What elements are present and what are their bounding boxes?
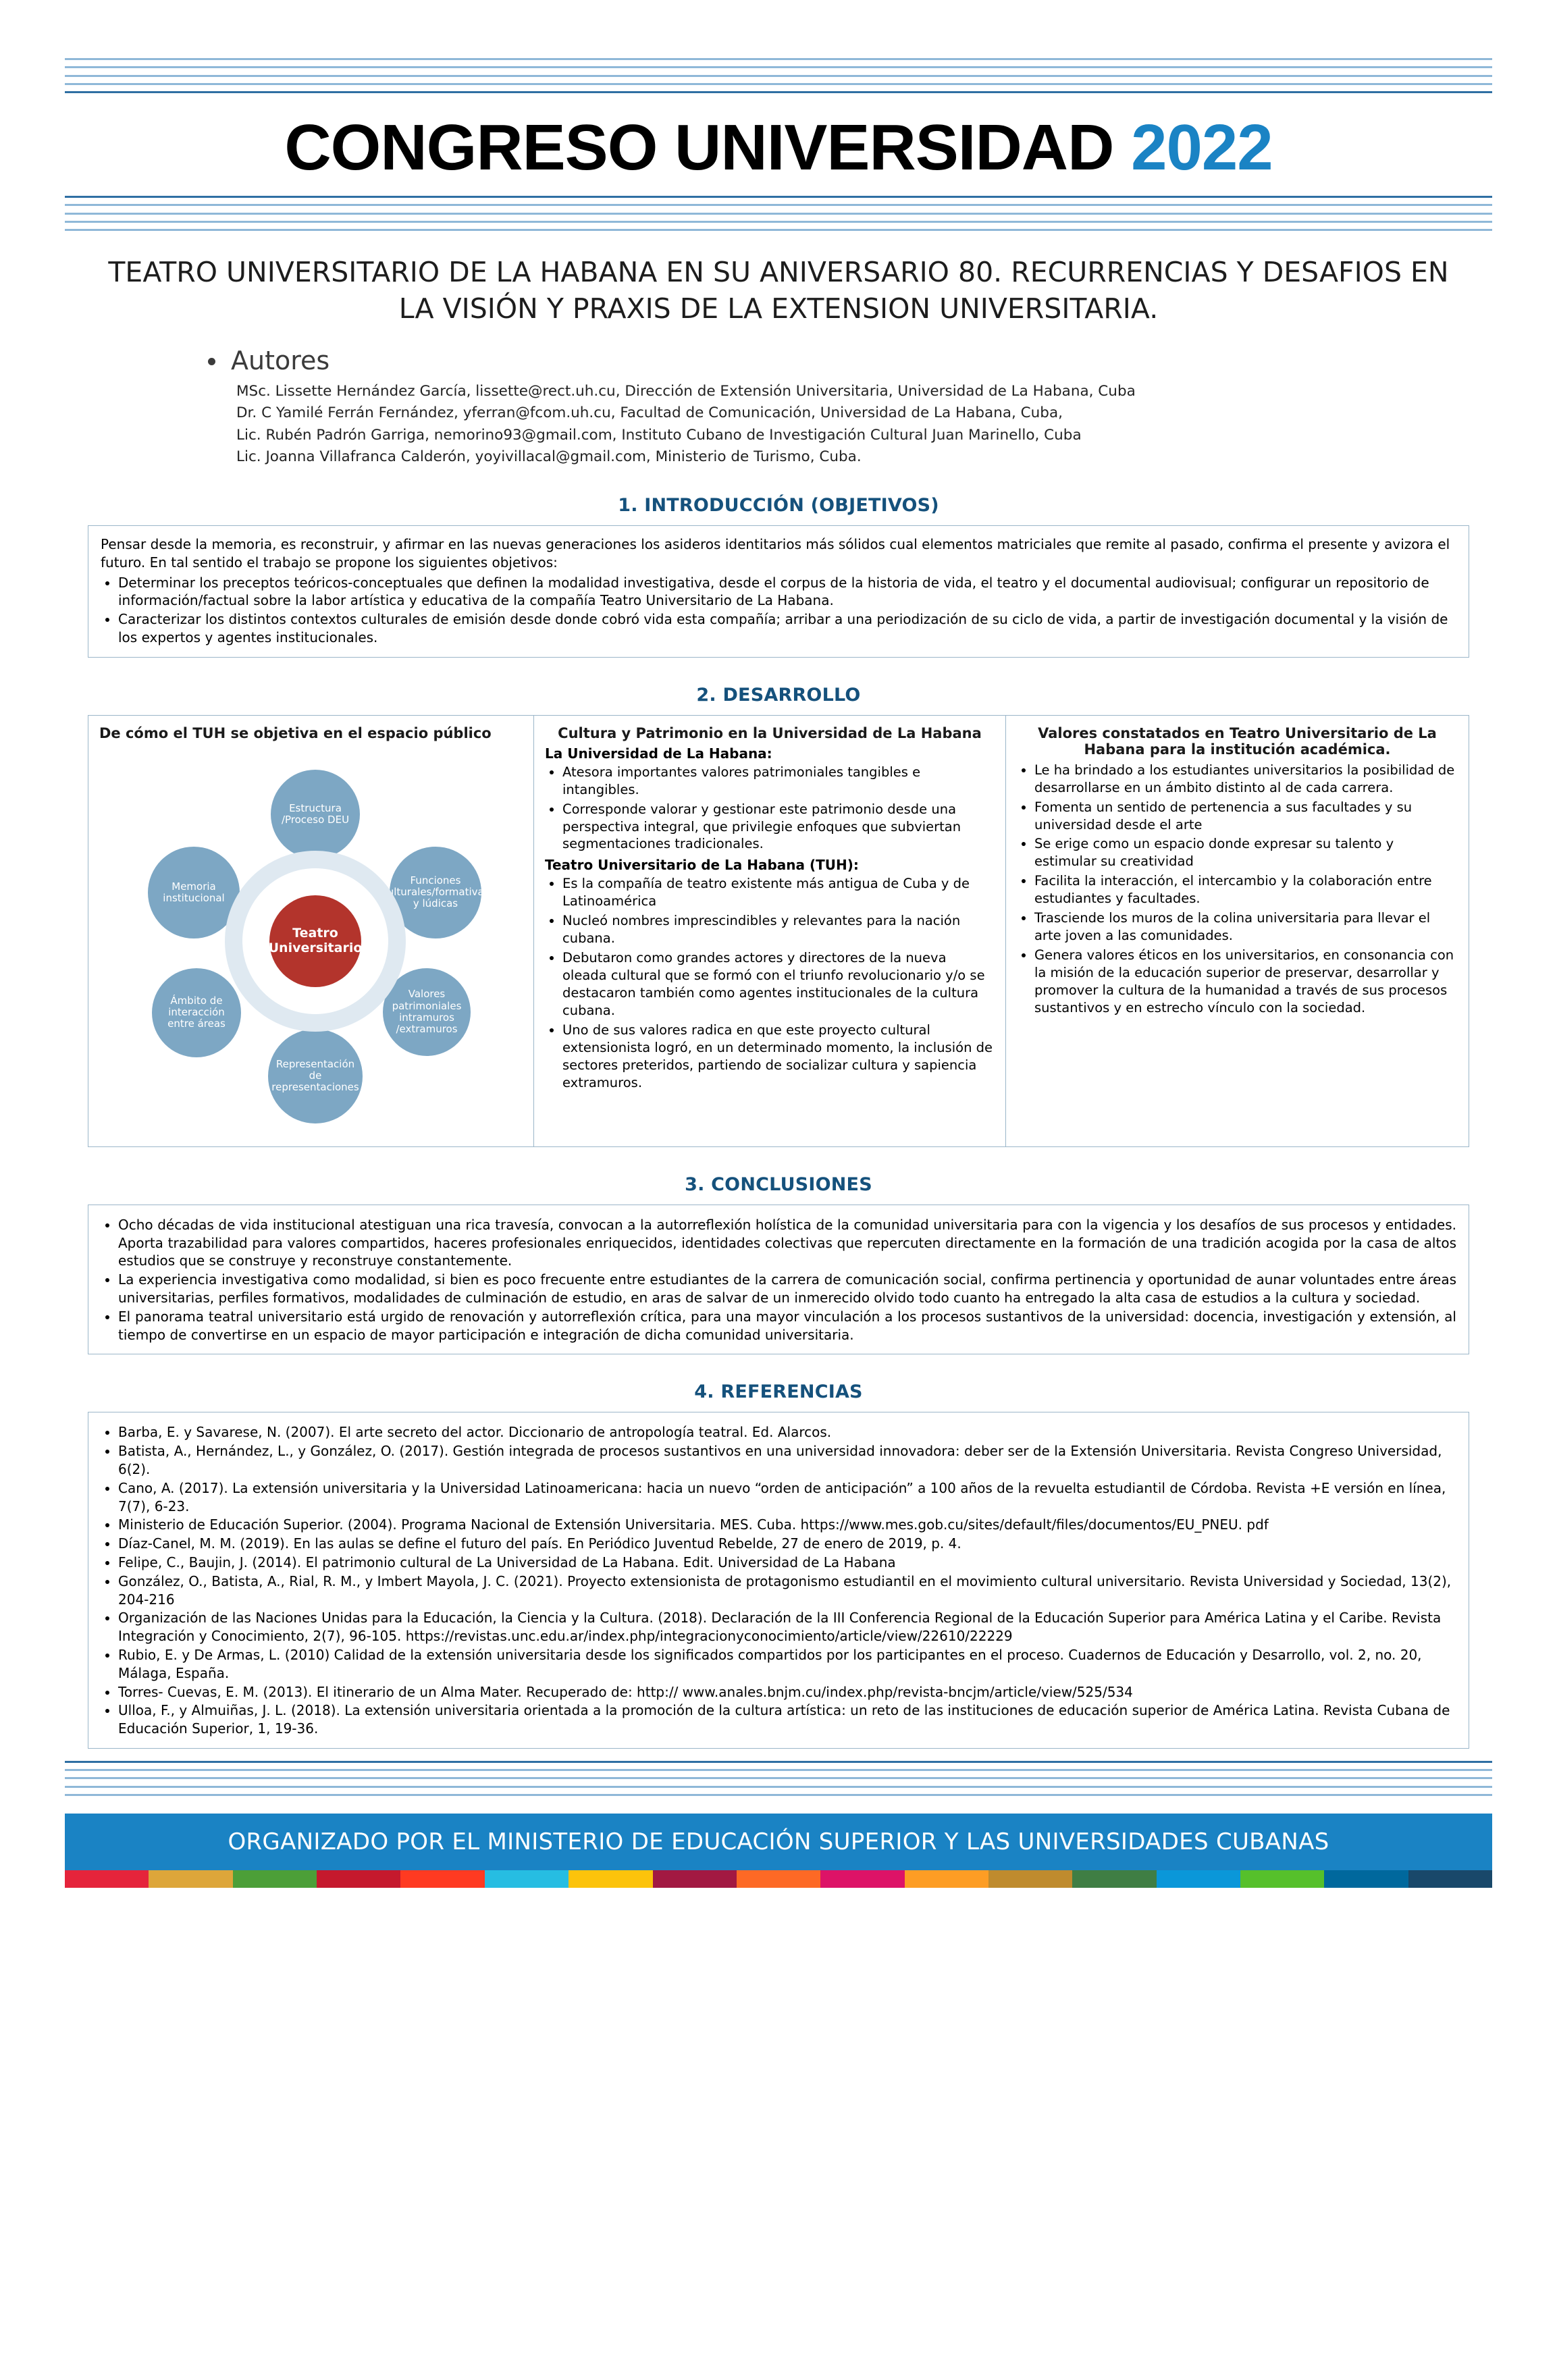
list-item: • Se erige como un espacio donde expresar su talento y estimular su creatividad: [1034, 835, 1458, 870]
list-item: • Facilita la interacción, el intercambio y la colaboración entre estudiantes y facultades.: [1034, 872, 1458, 907]
development-heading: 2. DESARROLLO: [696, 684, 861, 706]
list-item: • El panorama teatral universitario está urgido de renovación y autorreflexión crítica, para una mayor vinculación a los procesos sustantivos de la universidad: docencia, investigación y extensión, al tiempo de convertirse en un espacio de mayor participación e integración de dicha comunidad universitaria.: [118, 1308, 1456, 1344]
cultura-sub-uh: La Universidad de La Habana:: [545, 745, 772, 762]
list-item: • Trasciende los muros de la colina universitaria para llevar el arte joven a las comunidades.: [1034, 909, 1458, 945]
congress-title-text: CONGRESO UNIVERSIDAD: [284, 111, 1114, 184]
list-item: • La experiencia investigativa como modalidad, si bien es poco frecuente entre estudiantes de la carrera de comunicación social, confirma pertinencia y oportunidad de aunar voluntades entre áreas universitarias, perfiles formativos, modalidades de culminación de estudio, en aras de salvar de un inmerecido olvido todo cuanto ha entregado la alta casa de estudios a la cultura y sociedad.: [118, 1271, 1456, 1307]
reference-item: • Rubio, E. y De Armas, L. (2010) Calidad de la extensión universitaria desde los significados compartidos por los participantes en el proceso. Cuadernos de Educación y Desarrollo, vol. 2, no. 20, Málaga, España.: [118, 1646, 1456, 1683]
sdg-color-block: [988, 1870, 1072, 1888]
list-item: • Es la compañía de teatro existente más antigua de Cuba y de Latinoamérica: [562, 875, 995, 910]
mid-decorative-band: [0, 196, 1557, 231]
diagram-node-estructura: Estructura /Proceso DEU: [271, 770, 360, 859]
list-item: • Fomenta un sentido de pertenencia a sus facultades y su universidad desde el arte: [1034, 799, 1458, 834]
sdg-color-block: [149, 1870, 232, 1888]
bottom-spacer: [0, 1888, 1557, 1915]
author-line: Dr. C Yamilé Ferrán Fernández, yferran@fcom.uh.cu, Facultad de Comunicación, Universidad de La Habana, Cuba,: [236, 404, 1063, 422]
intro-box: [88, 525, 1469, 658]
diagram-node-valores: Valores patrimoniales intramuros /extramuros: [383, 968, 471, 1056]
band-line: [65, 213, 1492, 215]
reference-item: • Batista, A., Hernández, L., y González, O. (2017). Gestión integrada de procesos sustantivos en una universidad innovadora: deber ser de la Extensión Universitaria. Revista Congreso Universidad, 6(2).: [118, 1442, 1456, 1479]
diagram-node-ambito: Ámbito de interacción entre áreas: [152, 968, 241, 1057]
band-line: [65, 91, 1492, 93]
cultura-list-uh: [545, 764, 995, 853]
sdg-color-block: [737, 1870, 820, 1888]
conclusions-box: [88, 1205, 1469, 1355]
development-col-cultura: [534, 716, 1006, 1146]
sdg-color-block: [65, 1870, 149, 1888]
author-line: Lic. Joanna Villafranca Calderón, yoyivillacal@gmail.com, Ministerio de Turismo, Cuba.: [236, 448, 862, 465]
reference-item: • González, O., Batista, A., Rial, R. M., y Imbert Mayola, J. C. (2021). Proyecto extensionista de protagonismo estudiantil en el movimiento cultural universitario. Revista Universidad y Sociedad, 13(2), 204-216: [118, 1572, 1456, 1609]
cultura-list-tuh: [545, 875, 995, 1091]
reference-item: • Díaz-Canel, M. M. (2019). En las aulas se define el futuro del país. En Periódico Juventud Rebelde, 27 de enero de 2019, p. 4.: [118, 1535, 1456, 1553]
sdg-color-block: [1408, 1870, 1492, 1888]
sdg-color-block: [820, 1870, 904, 1888]
band-line: [65, 204, 1492, 206]
band-line: [65, 229, 1492, 231]
list-item: • Ocho décadas de vida institucional atestiguan una rica travesía, convocan a la autorreflexión holística de la comunidad universitaria para con la vigencia y los desafíos de sus procesos y entidades. Aporta trazabilidad para valores compartidos, haceres profesionales enriquecidos, identidades colectivas que repercuten directamente en la formación de una tradición acogida por la casa de altos estudios que se construye y reconstruye constantemente.: [118, 1216, 1456, 1270]
sdg-color-block: [233, 1870, 317, 1888]
author-line: MSc. Lissette Hernández García, lissette@rect.uh.cu, Dirección de Extensión Universitaria, Universidad de La Habana, Cuba: [236, 383, 1136, 400]
authors-block: [203, 346, 1557, 468]
valores-list: [1017, 762, 1458, 1017]
sdg-color-block: [485, 1870, 569, 1888]
list-item: • Genera valores éticos en los universitarios, en consonancia con la misión de la educación superior de preservar, desarrollar y promover la cultura de la humanidad a través de sus procesos sustantivos y en estrecho vínculo con la sociedad.: [1034, 947, 1458, 1017]
development-col-diagram: [88, 716, 534, 1146]
development-columns: [88, 715, 1469, 1147]
reference-item: • Torres- Cuevas, E. M. (2013). El itinerario de un Alma Mater. Recuperado de: http:// www.anales.bnjm.cu/index.php/revista-bncjm/article/view/525/534: [118, 1683, 1456, 1701]
list-item: • Atesora importantes valores patrimoniales tangibles e intangibles.: [562, 764, 995, 799]
list-item: • Nucleó nombres imprescindibles y relevantes para la nación cubana.: [562, 912, 995, 947]
reference-item: • Ulloa, F., y Almuiñas, J. L. (2018). La extensión universitaria orientada a la promoción de la cultura artística: un reto de las instituciones de educación superior de América Latina. Revista Cubana de Educación Superior, 1, 19-36.: [118, 1701, 1456, 1738]
tuh-diagram: [99, 745, 531, 1137]
references-heading: 4. REFERENCIAS: [694, 1381, 863, 1403]
author-line: Lic. Rubén Padrón Garriga, nemorino93@gmail.com, Instituto Cubano de Investigación Cultural Juan Marinello, Cuba: [236, 426, 1082, 444]
sdg-color-block: [1157, 1870, 1240, 1888]
intro-bullets: [101, 574, 1456, 647]
list-item: • Debutaron como grandes actores y directores de la nueva oleada cultural que se formó con el triunfo revolucionario y/o se destacaron también como agentes institucionales de la cultura cubana.: [562, 949, 995, 1020]
diagram-node-funciones: Funciones culturales/formativas y lúdicas: [390, 847, 481, 938]
sdg-color-block: [1324, 1870, 1408, 1888]
congress-title-year: 2022: [1131, 111, 1273, 184]
reference-item: • Felipe, C., Baujin, J. (2014). El patrimonio cultural de La Universidad de La Habana. Edit. Universidad de La Habana: [118, 1554, 1456, 1572]
reference-item: • Ministerio de Educación Superior. (2004). Programa Nacional de Extensión Universitaria. MES. Cuba. https://www.mes.gob.cu/sites/default/files/documentos/EU_PNEU. pdf: [118, 1516, 1456, 1534]
conclusions-list: [101, 1216, 1456, 1344]
valores-title: Valores constatados en Teatro Universitario de La Habana para la institución académica.: [1038, 724, 1437, 758]
footer-banner: ORGANIZADO POR EL MINISTERIO DE EDUCACIÓN SUPERIOR Y LAS UNIVERSIDADES CUBANAS: [65, 1814, 1492, 1870]
sdg-color-block: [400, 1870, 484, 1888]
list-item: • Uno de sus valores radica en que este proyecto cultural extensionista logró, en un determinado momento, la inclusión de sectores preteridos, partiendo de socializar cultura y sapiencia extramuros.: [562, 1022, 995, 1092]
band-line: [65, 66, 1492, 68]
references-box: [88, 1412, 1469, 1749]
bottom-decorative-band: [0, 1761, 1557, 1796]
list-item: • Le ha brindado a los estudiantes universitarios la posibilidad de desarrollarse en un ámbito distinto al de cada carrera.: [1034, 762, 1458, 797]
sdg-color-block: [1072, 1870, 1156, 1888]
band-line: [65, 1794, 1492, 1796]
band-line: [65, 1761, 1492, 1763]
sdg-color-strip: [65, 1870, 1492, 1888]
authors-list: [236, 381, 1557, 468]
sdg-color-block: [905, 1870, 988, 1888]
diagram-node-memoria: Memoria institucional: [148, 847, 240, 938]
intro-bullet: • Determinar los preceptos teóricos-conceptuales que definen la modalidad investigativa, desde el corpus de la historia de vida, el teatro y el documental audiovisual; configurar un repositorio de información/factual sobre la labor artística y educativa de la compañía Teatro Universitario de La Habana.: [118, 574, 1456, 610]
intro-bullet: • Caracterizar los distintos contextos culturales de emisión desde donde cobró vida esta compañía; arribar a una periodización de su ciclo de vida, a partir de investigación documental y la visión de los expertos y agentes institucionales.: [118, 610, 1456, 647]
congress-title: [0, 111, 1557, 185]
band-line: [65, 1769, 1492, 1771]
reference-item: • Barba, E. y Savarese, N. (2007). El arte secreto del actor. Diccionario de antropología teatral. Ed. Alarcos.: [118, 1423, 1456, 1442]
band-line: [65, 196, 1492, 198]
cultura-sub-tuh: Teatro Universitario de La Habana (TUH):: [545, 857, 859, 874]
top-decorative-band: [0, 58, 1557, 93]
band-line: [65, 58, 1492, 60]
band-line: [65, 83, 1492, 85]
cultura-title: Cultura y Patrimonio en la Universidad de La Habana: [558, 724, 982, 741]
references-list: [101, 1423, 1456, 1738]
sdg-color-block: [653, 1870, 737, 1888]
diagram-node-center: Teatro Universitario: [269, 895, 361, 987]
diagram-title: De cómo el TUH se objetiva en el espacio público: [99, 724, 492, 741]
sdg-color-block: [317, 1870, 400, 1888]
poster-page: [0, 58, 1557, 2380]
diagram-node-representacion: Representación de representaciones: [268, 1029, 363, 1123]
conclusions-heading: 3. CONCLUSIONES: [685, 1173, 872, 1195]
band-line: [65, 1777, 1492, 1779]
sdg-color-block: [1240, 1870, 1324, 1888]
band-line: [65, 75, 1492, 77]
band-line: [65, 1786, 1492, 1788]
authors-label: Autores: [203, 346, 1557, 375]
paper-title: TEATRO UNIVERSITARIO DE LA HABANA EN SU ANIVERSARIO 80. RECURRENCIAS Y DESAFIOS EN LA VISIÓN Y PRAXIS DE LA EXTENSION UNIVERSITARIA.: [108, 256, 1449, 325]
reference-item: • Organización de las Naciones Unidas para la Educación, la Ciencia y la Cultura. (2018). Declaración de la III Conferencia Regional de la Educación Superior para América Latina y el Caribe. Revista Integración y Conocimiento, 2(7), 96-105. https://revistas.unc.edu.ar/index.php/integracionyconocimiento/article/view/22610/22229: [118, 1609, 1456, 1645]
list-item: • Corresponde valorar y gestionar este patrimonio desde una perspectiva integral, que privilegie enfoques que subviertan segmentaciones tradicionales.: [562, 801, 995, 853]
band-line: [65, 221, 1492, 223]
development-col-valores: [1006, 716, 1469, 1146]
sdg-color-block: [569, 1870, 652, 1888]
intro-paragraph: Pensar desde la memoria, es reconstruir, y afirmar en las nuevas generaciones los asideros identitarios más sólidos cual elementos matriciales que remite al pasado, confirma el presente y avizora el futuro. En tal sentido el trabajo se propone los siguientes objetivos:: [101, 536, 1450, 571]
reference-item: • Cano, A. (2017). La extensión universitaria y la Universidad Latinoamericana: hacia un nuevo “orden de anticipación” a 100 años de la revuelta estudiantil de Córdoba. Revista +E versión en línea, 7(7), 6-23.: [118, 1479, 1456, 1516]
intro-heading: 1. INTRODUCCIÓN (OBJETIVOS): [618, 495, 939, 517]
